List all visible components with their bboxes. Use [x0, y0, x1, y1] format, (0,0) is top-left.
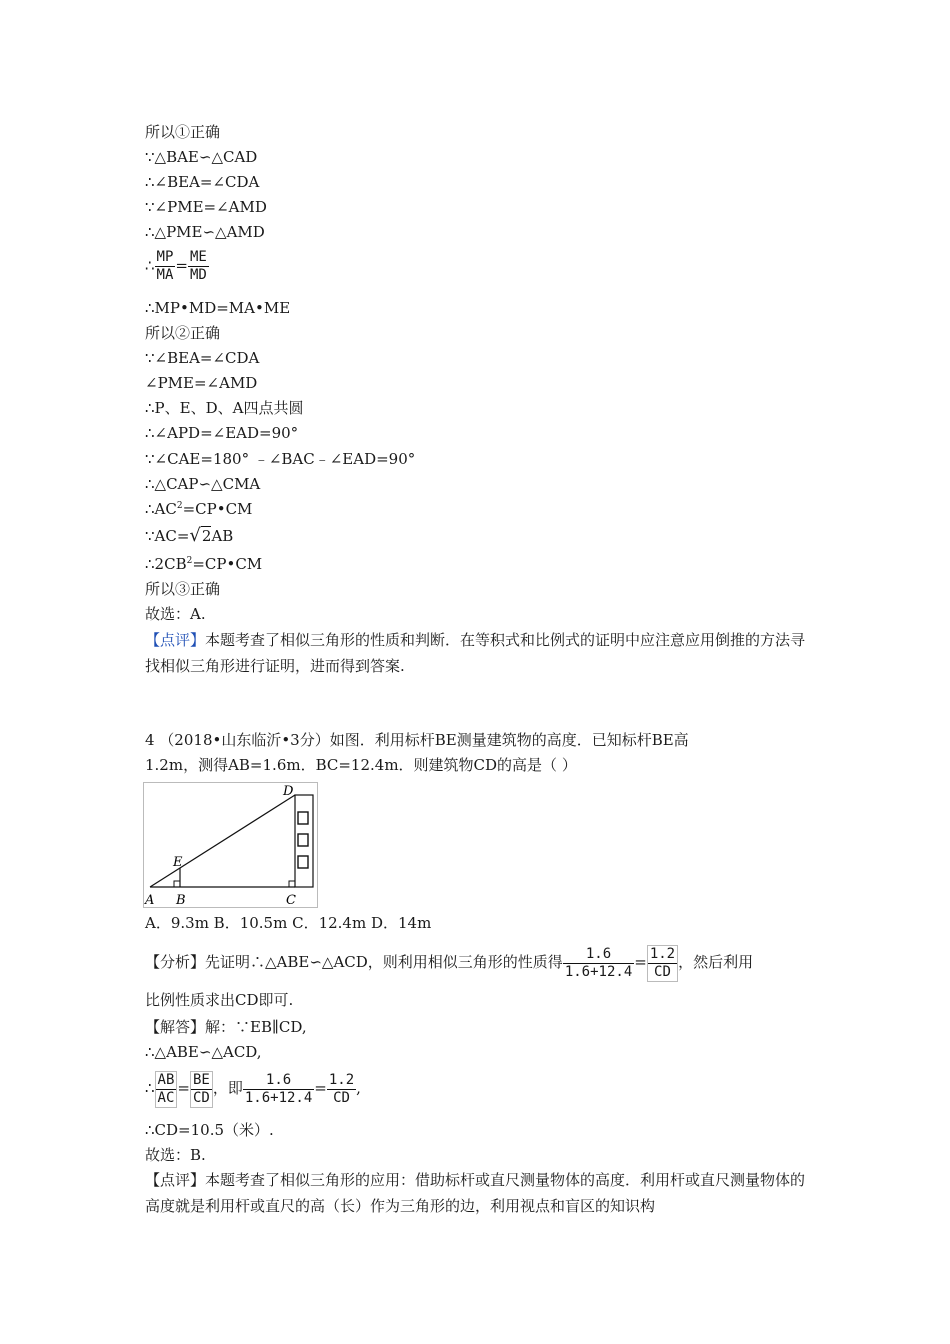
comment-tag: 【点评】 — [145, 1171, 206, 1189]
answer-options: A．9.3m B．10.5m C．12.4m D．14m — [145, 914, 432, 932]
fraction: $\frac{1.6}{1.6+12.4}$ — [564, 945, 633, 980]
proof-line: ∴△CAP∽△CMA — [145, 475, 261, 493]
fraction: $\frac{1.2}{CD}$ — [328, 1071, 355, 1106]
solution-line: ∴△ABE∽△ACD, — [145, 1043, 262, 1061]
question-line: 4 （2018•山东临沂•3分）如图．利用标杆BE测量建筑物的高度．已知标杆BE高 — [145, 731, 689, 749]
proof-line: 故选：A. — [145, 605, 206, 623]
triangle-figure — [143, 782, 318, 908]
comment-paragraph — [145, 627, 810, 679]
fraction: $\frac{BE}{CD}$ — [190, 1071, 213, 1108]
analysis-line: 比例性质求出CD即可. — [145, 991, 294, 1009]
label-c: C — [286, 893, 296, 908]
fraction: $\frac{AB}{AC}$ — [155, 1071, 178, 1108]
analysis-tag: 【分析】 — [145, 953, 206, 971]
fraction: $\frac{MP}{MA}$ — [156, 249, 174, 283]
fraction: $\frac{ME}{MD}$ — [189, 249, 207, 283]
proof-line: ∴∠APD=∠EAD=90° — [145, 424, 299, 442]
proof-line: ∴MP•MD=MA•ME — [145, 299, 291, 317]
fraction: $\frac{1.6}{1.6+12.4}$ — [244, 1071, 313, 1106]
label-b: B — [176, 893, 186, 908]
solution-line: 故选：B. — [145, 1146, 206, 1164]
proof-line: ∠PME=∠AMD — [145, 374, 258, 392]
label-e: E — [173, 855, 183, 870]
label-d: D — [283, 784, 294, 799]
proof-line: ∴∠BEA=∠CDA — [145, 173, 260, 191]
proof-line: 所以①正确 — [145, 123, 221, 141]
comment-text: 本题考查了相似三角形的性质和判断．在等积式和比例式的证明中应注意应用倒推的方法寻找相似三角形进行证明，进而得到答案. — [145, 631, 806, 675]
proof-line: ∵△BAE∽△CAD — [145, 148, 258, 166]
solution-tag: 【解答】 — [145, 1018, 206, 1036]
ac-sqrt-line: ∵AC=√2AB — [145, 525, 234, 546]
label-a: A — [145, 893, 155, 908]
ratio-mp-ma: ∴ $\frac{MP}{MA}$ = $\frac{ME}{MD}$ — [145, 249, 207, 283]
proof-line: 所以③正确 — [145, 580, 221, 598]
figure-frame — [144, 783, 318, 908]
question-line: 1.2m，测得AB=1.6m．BC=12.4m．则建筑物CD的高是（ ） — [145, 756, 577, 774]
fraction: $\frac{1.2}{CD}$ — [647, 945, 678, 982]
analysis-line: 【分析】先证明∴△ABE∽△ACD，则利用相似三角形的性质得 $\frac{1.6}{1.6+12.4}$ = $\frac{1.2}{CD}$ ，然后利用 — [145, 945, 754, 980]
comment-tag: 【点评】 — [145, 631, 206, 649]
ac-squared-line: $\therefore AC^2=CP•CM$ — [145, 500, 253, 518]
proof-line: ∴△PME∽△AMD — [145, 223, 265, 241]
proof-line: ∵∠PME=∠AMD — [145, 198, 267, 216]
proof-line: 所以②正确 — [145, 324, 221, 342]
comment-paragraph — [145, 1167, 810, 1219]
proof-line: ∵∠CAE=180° ﹣∠BAC﹣∠EAD=90° — [145, 450, 416, 468]
proof-line: ∴P、E、D、A四点共圆 — [145, 399, 304, 417]
solution-line: ∴CD=10.5（米）. — [145, 1121, 274, 1139]
proof-line: ∵∠BEA=∠CDA — [145, 349, 260, 367]
solution-line: 【解答】解：∵EB∥CD, — [145, 1018, 307, 1036]
solution-ratio-line: ∴ $\frac{AB}{AC}$ = $\frac{BE}{CD}$ ，即 $\frac{1.6}{1.6+12.4}$ = $\frac{1.2}{CD}$ , — [145, 1071, 361, 1106]
comment-text: 本题考查了相似三角形的应用：借助标杆或直尺测量物体的高度．利用杆或直尺测量物体的高度就是利用杆或直尺的高（长）作为三角形的边，利用视点和盲区的知识构 — [145, 1171, 806, 1215]
cb-squared-line: $\therefore 2CB^2=CP•CM$ — [145, 555, 263, 573]
sqrt-sign: √2 — [189, 525, 212, 546]
therefore-symbol: ∴ — [145, 256, 155, 275]
